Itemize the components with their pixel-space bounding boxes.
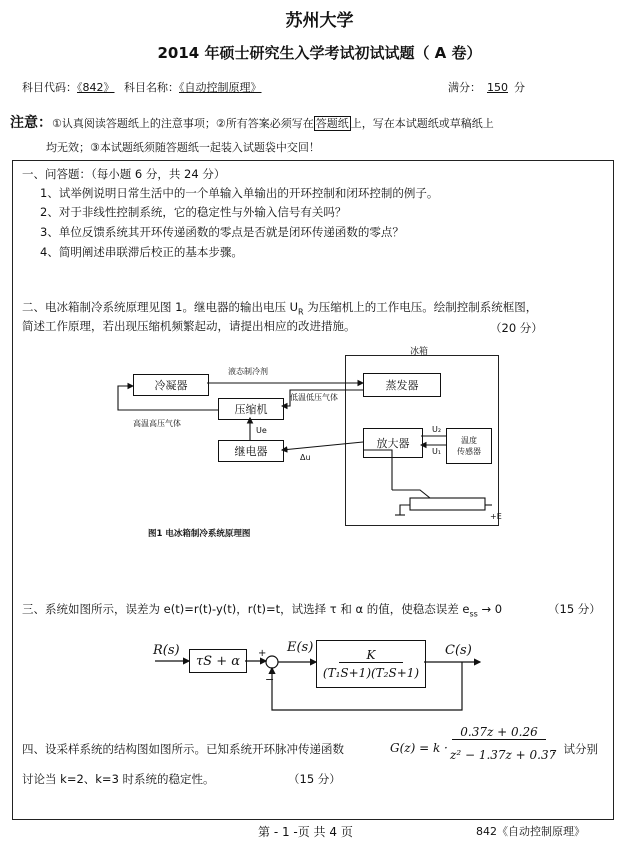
q4-denominator: z² − 1.37z + 0.37	[450, 748, 557, 762]
temp-sensor-label-1: 温度	[461, 436, 477, 445]
q4-line-2: 讨论当 k=2、k=3 时系统的稳定性。	[22, 772, 215, 786]
summing-junction	[266, 656, 278, 668]
q1-item: 4、简明阐述串联滞后校正的基本步骤。	[40, 245, 243, 259]
label-r-s: R(s)	[153, 643, 180, 658]
q4-gz: G(z) = k ·	[390, 741, 448, 755]
full-marks-value: 150	[487, 81, 508, 94]
label-high-press-gas: 高温高压气体	[133, 419, 181, 428]
university-name: 苏州大学	[285, 11, 354, 31]
subject-name-label: 科目名称：	[124, 81, 179, 94]
course-footer: 842《自动控制原理》	[476, 825, 585, 838]
plant-denominator: (T₁S+1)(T₂S+1)	[322, 666, 420, 680]
full-marks-label: 满分：	[448, 81, 481, 94]
amplifier-block: 放大器	[363, 428, 423, 458]
q2-score: （20 分）	[490, 321, 543, 335]
q4-line-1: 四、设采样系统的结构图如图所示。已知系统开环脉冲传递函数	[22, 742, 344, 756]
notice-boxed: 答题纸	[315, 117, 349, 130]
q4-score: （15 分）	[288, 772, 341, 786]
full-marks-unit: 分	[514, 81, 525, 94]
lead-block: τS + α	[189, 649, 247, 673]
subject-name: 《自动控制原理》	[179, 81, 262, 94]
notice-text-1b: 上，写在本试题纸或草稿纸上	[350, 117, 494, 130]
label-low-press-gas: 低温低压气体	[290, 393, 338, 402]
label-ue: Ue	[256, 426, 267, 435]
notice-label: 注意：	[10, 115, 52, 131]
compressor-block: 压缩机	[218, 398, 284, 420]
label-u2: U₂	[432, 425, 442, 434]
relay-block: 继电器	[218, 440, 284, 462]
q1-item: 1、试举例说明日常生活中的一个单输入单输出的开环控制和闭环控制的例子。	[40, 186, 439, 200]
q2-text-a: 二、电冰箱制冷系统原理见图 1。继电器的输出电压 U	[22, 300, 299, 314]
label-u1: U₁	[432, 447, 442, 456]
sum-minus: −	[265, 673, 275, 686]
notice-line-2: 均无效；③本试题纸须随答题纸一起装入试题袋中交回！	[46, 141, 320, 154]
q4-numerator: 0.37z + 0.26	[452, 725, 546, 740]
label-du: Δu	[300, 453, 311, 462]
label-e-s: E(s)	[287, 640, 314, 655]
plant-numerator: K	[339, 648, 404, 663]
label-plus-e: +E	[490, 512, 502, 521]
subject-code-label: 科目代码：	[22, 81, 77, 94]
subject-code: 《842》	[77, 81, 115, 94]
exam-title: 2014 年硕士研究生入学考试初试试题（ A 卷）	[157, 44, 482, 62]
q4-line-1-end: ，试分别	[552, 742, 598, 756]
temp-sensor-label-2: 传感器	[457, 447, 481, 456]
q1-item: 2、对于非线性控制系统，它的稳定性与外输入信号有关吗？	[40, 205, 347, 219]
q2-text-b: 为压缩机上的工作电压。绘制控制系统框图，	[303, 300, 538, 314]
q1-item: 3、单位反馈系统其开环传递函数的零点是否就是闭环传递函数的零点？	[40, 225, 404, 239]
q1-heading: 一、问答题：（每小题 6 分，共 24 分）	[22, 167, 226, 181]
condenser-block: 冷凝器	[133, 374, 209, 396]
q3-sub: ss	[469, 609, 478, 619]
q3-text: 三、系统如图所示，误差为 e(t)=r(t)-y(t)，r(t)=t，试选择 τ 和 α 的值，使稳态误差 e	[22, 602, 470, 616]
q2-sub: R	[298, 307, 304, 317]
freezer-label: 冰箱	[410, 347, 429, 357]
q2-line-2: 简述工作原理，若出现压缩机频繁起动，请提出相应的改进措施。	[22, 319, 356, 333]
figure-1-caption: 图1 电冰箱制冷系统原理图	[148, 529, 251, 539]
evaporator-block: 蒸发器	[363, 373, 441, 397]
q3-text-end: → 0	[477, 602, 503, 616]
label-c-s: C(s)	[445, 643, 472, 658]
page-number: 第 - 1 -页 共 4 页	[258, 825, 353, 839]
label-liquid-refrigerant: 液态制冷剂	[228, 367, 268, 376]
notice-text-1: ①认真阅读答题纸上的注意事项；②所有答案必须写在	[52, 117, 314, 130]
sum-plus: +	[258, 648, 267, 659]
q3-score: （15 分）	[548, 602, 601, 616]
